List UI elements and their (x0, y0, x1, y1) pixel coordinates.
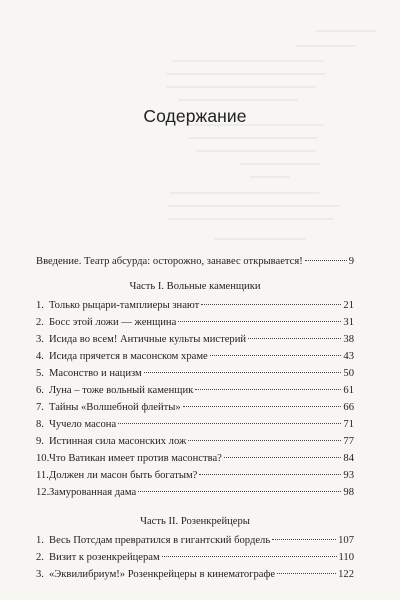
toc-entry-page: 71 (343, 419, 354, 430)
dot-leader (188, 440, 341, 441)
dot-leader (248, 338, 341, 339)
toc-entry-title: Босс этой ложи — женщина (49, 317, 177, 328)
toc-entry-number: 6. (36, 385, 44, 396)
page-title: Содержание (143, 106, 247, 126)
toc-entry-number: 10. (36, 453, 50, 464)
toc-entry-page: 43 (343, 351, 354, 362)
toc-entry-page: 93 (343, 470, 354, 481)
toc-entry-title: Истинная сила масонских лож (49, 436, 187, 447)
toc-entry-number: 7. (36, 402, 44, 413)
toc-entry-page: 21 (343, 300, 354, 311)
toc-entry[interactable] (36, 316, 354, 330)
dot-leader (224, 457, 342, 458)
toc-entry[interactable] (36, 452, 354, 466)
toc-entry-number: 3. (36, 569, 44, 580)
toc-entry[interactable] (36, 486, 354, 500)
dot-leader (305, 260, 347, 261)
table-of-contents (36, 0, 354, 600)
toc-entry-title: Что Ватикан имеет против масонства? (49, 453, 222, 464)
toc-entry-page: 110 (338, 552, 354, 563)
toc-entry-intro[interactable] (36, 255, 354, 269)
toc-entry[interactable] (36, 534, 354, 548)
toc-entry-number: 8. (36, 419, 44, 430)
dot-leader (183, 406, 342, 407)
toc-entry-title: Замурованная дама (49, 487, 137, 498)
toc-entry[interactable] (36, 418, 354, 432)
toc-entry-title: Масонство и нацизм (49, 368, 142, 379)
toc-entry[interactable] (36, 367, 354, 381)
dot-leader (118, 423, 341, 424)
toc-entry-number: 3. (36, 334, 44, 345)
dot-leader (138, 491, 341, 492)
toc-entry[interactable] (36, 384, 354, 398)
toc-entry-number: 4. (36, 351, 44, 362)
toc-entry[interactable] (36, 333, 354, 347)
toc-entry[interactable] (36, 350, 354, 364)
toc-entry[interactable] (36, 299, 354, 313)
toc-entry-page: 77 (343, 436, 354, 447)
dot-leader (272, 539, 336, 540)
dot-leader (144, 372, 342, 373)
part-heading: Часть I. Вольные каменщики (129, 281, 261, 292)
toc-entry[interactable] (36, 435, 354, 449)
dot-leader (178, 321, 341, 322)
dot-leader (277, 573, 336, 574)
toc-entry[interactable] (36, 469, 354, 483)
toc-entry-number: 9. (36, 436, 44, 447)
dot-leader (162, 556, 337, 557)
toc-entry-number: 11. (36, 470, 49, 481)
toc-entry-page: 50 (343, 368, 354, 379)
toc-entry-title: Тайны «Волшебной флейты» (49, 402, 181, 413)
toc-entry-title: Луна – тоже вольный каменщик (49, 385, 194, 396)
toc-entry[interactable] (36, 401, 354, 415)
toc-entry-title: Введение. Театр абсурда: осторожно, занавес открывается! (36, 256, 303, 267)
toc-entry-title: Визит к розенкрейцерам (49, 552, 160, 563)
part-heading: Часть II. Розенкрейцеры (140, 516, 250, 527)
toc-entry-title: «Эквилибриум!» Розенкрейцеры в кинематографе (49, 569, 276, 580)
toc-entry-title: Чучело масона (49, 419, 117, 430)
toc-entry-title: Весь Потсдам превратился в гигантский бордель (49, 535, 271, 546)
toc-entry-number: 2. (36, 552, 44, 563)
toc-entry-number: 12. (36, 487, 50, 498)
toc-entry-page: 107 (338, 535, 354, 546)
toc-entry-number: 1. (36, 300, 44, 311)
dot-leader (201, 304, 341, 305)
toc-entry-page: 38 (343, 334, 354, 345)
toc-entry-page: 122 (338, 569, 354, 580)
toc-entry-page: 9 (348, 256, 354, 267)
toc-entry-title: Исида во всем! Античные культы мистерий (49, 334, 247, 345)
dot-leader (210, 355, 342, 356)
dot-leader (199, 474, 341, 475)
toc-entry[interactable] (36, 568, 354, 582)
toc-entry-number: 5. (36, 368, 44, 379)
toc-entry-page: 98 (343, 487, 354, 498)
toc-entry-title: Только рыцари-тамплиеры знают (49, 300, 200, 311)
toc-entry-title: Исида прячется в масонском храме (49, 351, 208, 362)
toc-entry-title: Должен ли масон быть богатым? (49, 470, 198, 481)
toc-entry-page: 31 (343, 317, 354, 328)
toc-entry-page: 66 (343, 402, 354, 413)
toc-entry-page: 61 (343, 385, 354, 396)
dot-leader (195, 389, 341, 390)
toc-entry-number: 1. (36, 535, 44, 546)
toc-entry-page: 84 (343, 453, 354, 464)
toc-entry-number: 2. (36, 317, 44, 328)
toc-entry[interactable] (36, 551, 354, 565)
